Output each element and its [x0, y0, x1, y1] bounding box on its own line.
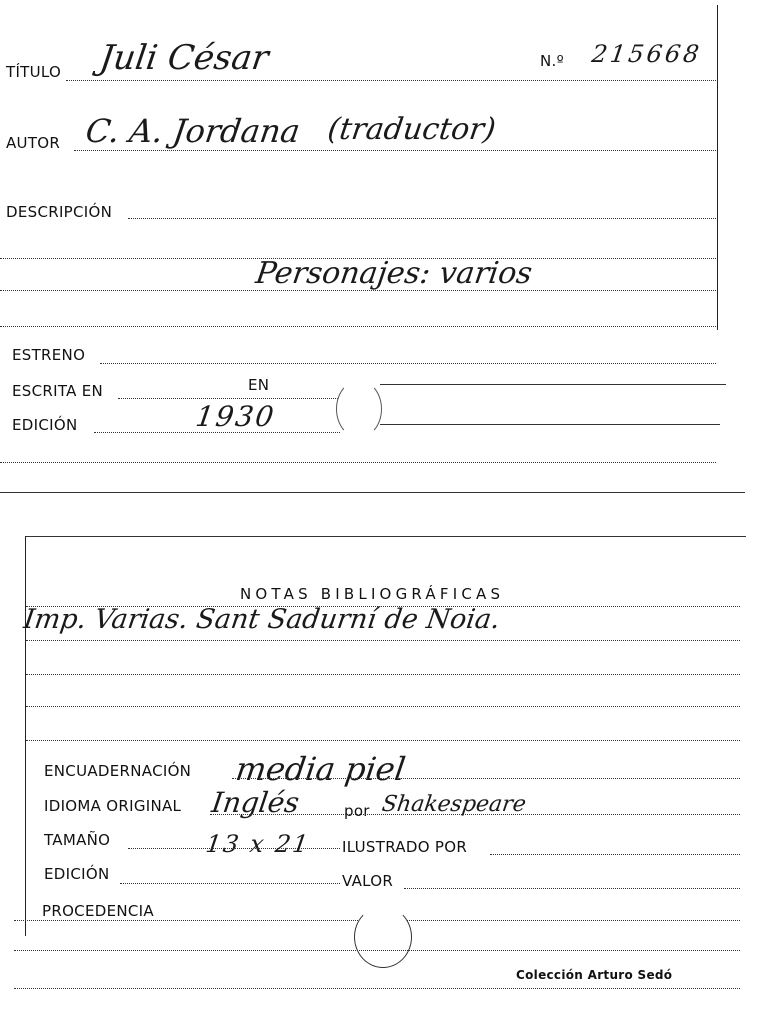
- descripcion-line-4: [0, 326, 716, 327]
- notas-heading: NOTAS BIBLIOGRÁFICAS: [240, 585, 505, 603]
- procedencia-label: PROCEDENCIA: [42, 902, 154, 920]
- ilustrado-por-label: ILUSTRADO POR: [342, 838, 468, 856]
- card-bottom-line-2: [14, 988, 740, 989]
- descripcion-value: Personajes: varios: [253, 256, 535, 291]
- titulo-line: [66, 80, 716, 81]
- autor-note: (traductor): [325, 112, 498, 147]
- valor-line: [404, 888, 740, 889]
- estreno-label: ESTRENO: [12, 346, 86, 364]
- notas-value: Imp. Varias. Sant Sadurní de Noia.: [21, 604, 502, 635]
- autor-value: C. A. Jordana: [83, 112, 303, 150]
- encuadernacion-value: media piel: [233, 750, 408, 788]
- card-top-bottom-edge: [0, 492, 745, 493]
- tamano-line: [128, 848, 340, 849]
- notas-line-5: [26, 740, 740, 741]
- edicion-bottom-line: [120, 883, 340, 884]
- escrita-en-label: ESCRITA EN: [12, 382, 104, 400]
- estreno-line: [100, 363, 716, 364]
- footer-text: Colección Arturo Sedó: [516, 968, 673, 982]
- punch-hole-bottom: [354, 906, 412, 968]
- idioma-original-label: IDIOMA ORIGINAL: [44, 797, 182, 815]
- por-value: Shakespeare: [380, 792, 528, 817]
- notas-line-1: [26, 606, 740, 607]
- card-top-line-bottom: [0, 462, 716, 463]
- edicion-top-line-right: [380, 424, 720, 425]
- edicion-top-line: [94, 432, 340, 433]
- titulo-value: Juli César: [97, 38, 272, 78]
- titulo-label: TÍTULO: [6, 63, 62, 81]
- edicion-top-value: 1930: [193, 400, 278, 433]
- idioma-original-line: [210, 814, 740, 815]
- notas-line-3: [26, 674, 740, 675]
- notas-line-2: [26, 640, 740, 641]
- descripcion-line-3: [0, 290, 716, 291]
- idioma-original-value: Inglés: [209, 786, 302, 819]
- card-top-right-edge: [717, 5, 718, 330]
- notas-line-4: [26, 706, 740, 707]
- edicion-top-label: EDICIÓN: [12, 416, 78, 434]
- card-bottom-top-edge: [26, 536, 746, 537]
- valor-label: VALOR: [342, 872, 394, 890]
- edicion-bottom-label: EDICIÓN: [44, 865, 110, 883]
- autor-label: AUTOR: [6, 134, 61, 152]
- numero-label: N.º: [540, 52, 564, 70]
- numero-value: 215668: [590, 40, 704, 68]
- punch-hole-top: [336, 380, 382, 438]
- en-label: EN: [248, 376, 270, 394]
- autor-line: [74, 150, 716, 151]
- encuadernacion-label: ENCUADERNACIÓN: [44, 762, 192, 780]
- por-label: por: [344, 802, 370, 820]
- ilustrado-por-line: [490, 854, 740, 855]
- descripcion-label: DESCRIPCIÓN: [6, 203, 113, 221]
- card-bottom-left-edge: [25, 536, 26, 936]
- card-bottom-line-1: [14, 950, 740, 951]
- escrita-en-line-right: [380, 384, 726, 385]
- descripcion-line: [128, 218, 716, 219]
- tamano-value: 13 x 21: [204, 830, 312, 858]
- tamano-label: TAMAÑO: [44, 831, 111, 849]
- encuadernacion-line: [232, 778, 740, 779]
- escrita-en-line: [118, 398, 340, 399]
